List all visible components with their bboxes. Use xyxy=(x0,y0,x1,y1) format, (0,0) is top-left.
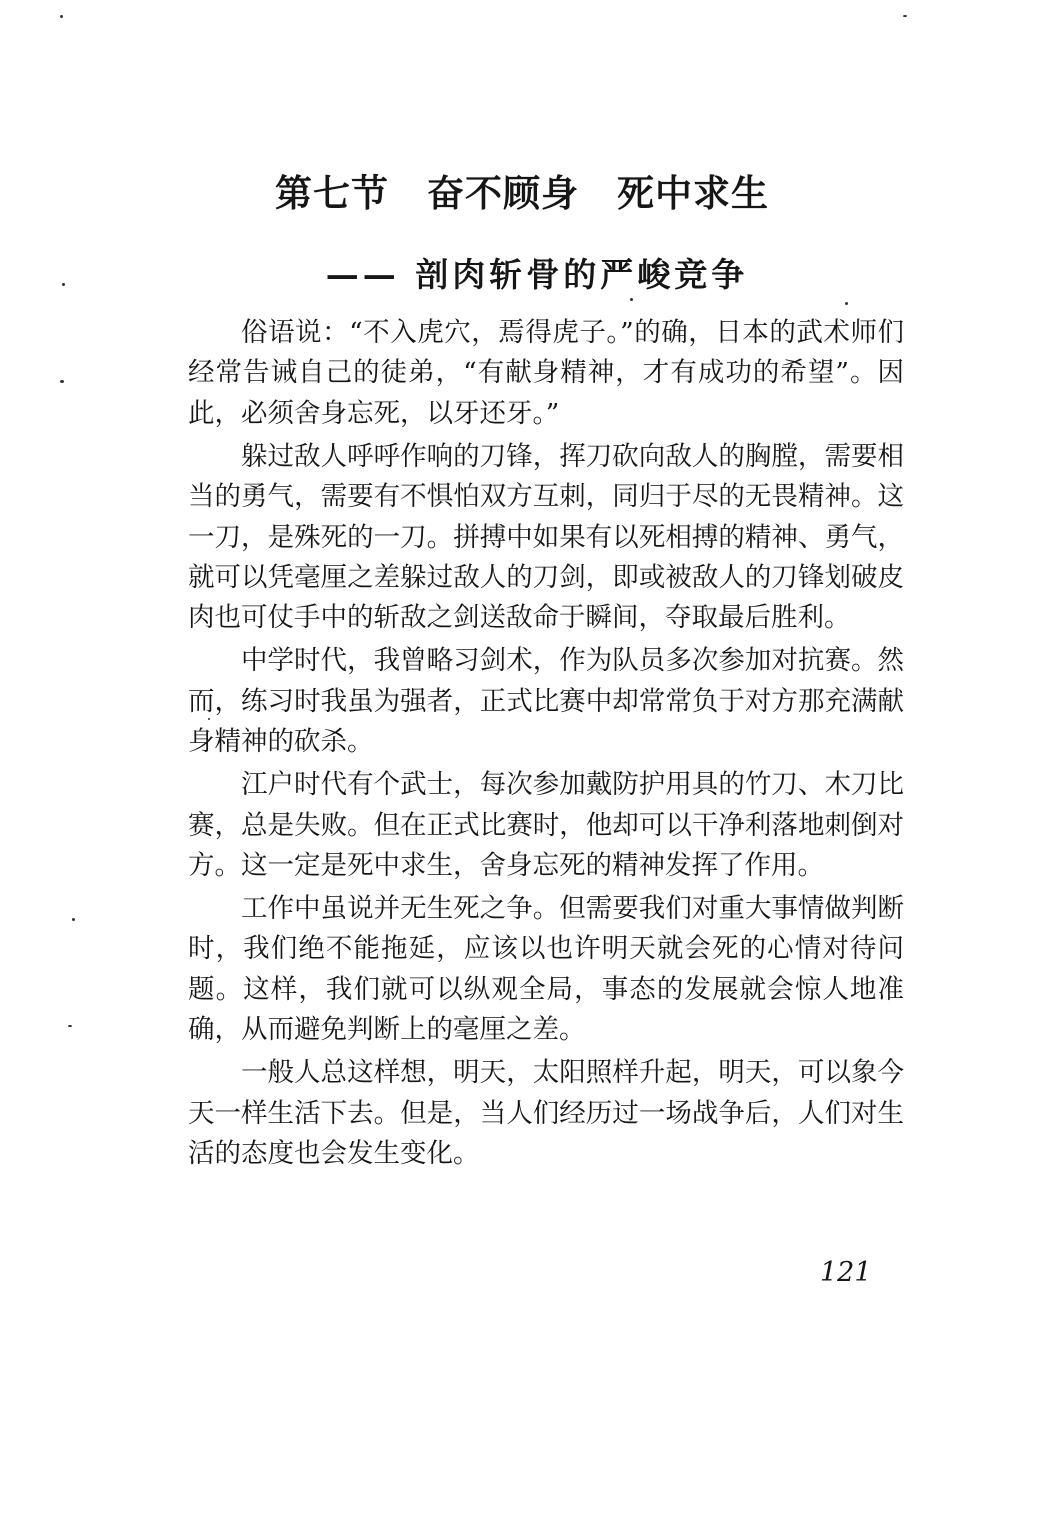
scan-speck xyxy=(208,718,210,720)
scan-speck xyxy=(62,283,65,286)
paragraph: 躲过敌人呼呼作响的刀锋，挥刀砍向敌人的胸膛，需要相当的勇气，需要有不惧怕双方互刺，同归于尽的无畏精神。这一刀，是殊死的一刀。拼搏中如果有以死相搏的精神、勇气，就可以凭毫厘之差躲过敌人的刀剑，即或被敌人的刀锋划破皮肉也可仗手中的斩敌之剑送敌命于瞬间，夺取最后胜利。 xyxy=(188,440,904,634)
scan-speck xyxy=(60,380,64,383)
scan-speck xyxy=(72,918,75,921)
scan-speck xyxy=(845,302,848,305)
section-title: 第七节 奋不顾身 死中求生 xyxy=(275,172,769,215)
scan-speck xyxy=(630,298,633,301)
scan-speck xyxy=(903,15,907,17)
paragraph: 中学时代，我曾略习剑术，作为队员多次参加对抗赛。然而，练习时我虽为强者，正式比赛中却常常负于对方那充满献身精神的砍杀。 xyxy=(188,645,904,758)
paragraph: 俗语说：“不入虎穴，焉得虎子。”的确，日本的武术师们经常告诫自己的徒弟，“有献身精神，才有成功的希望”。因此，必须舍身忘死，以牙还牙。” xyxy=(188,317,904,429)
paragraph: 工作中虽说并无生死之争。但需要我们对重大事情做判断时，我们绝不能拖延，应该以也许明天就会死的心情对待问题。这样，我们就可以纵观全局，事态的发展就会惊人地准确，从而避免判断上的毫厘之差。 xyxy=(188,893,904,1046)
scan-speck xyxy=(68,1025,72,1027)
scan-speck xyxy=(60,15,63,18)
paragraph: 一般人总这样想，明天，太阳照样升起，明天，可以象今天一样生活下去。但是，当人们经历过一场战争后，人们对生活的态度也会发生变化。 xyxy=(188,1057,904,1170)
paragraph: 江户时代有个武士，每次参加戴防护用具的竹刀、木刀比赛，总是失败。但在正式比赛时，他却可以干净利落地刺倒对方。这一定是死中求生，舍身忘死的精神发挥了作用。 xyxy=(188,769,904,882)
body-text xyxy=(188,313,904,1177)
page-number: 121 xyxy=(820,1257,872,1288)
section-subtitle: —— 剖肉斩骨的严峻竞争 xyxy=(325,255,749,294)
